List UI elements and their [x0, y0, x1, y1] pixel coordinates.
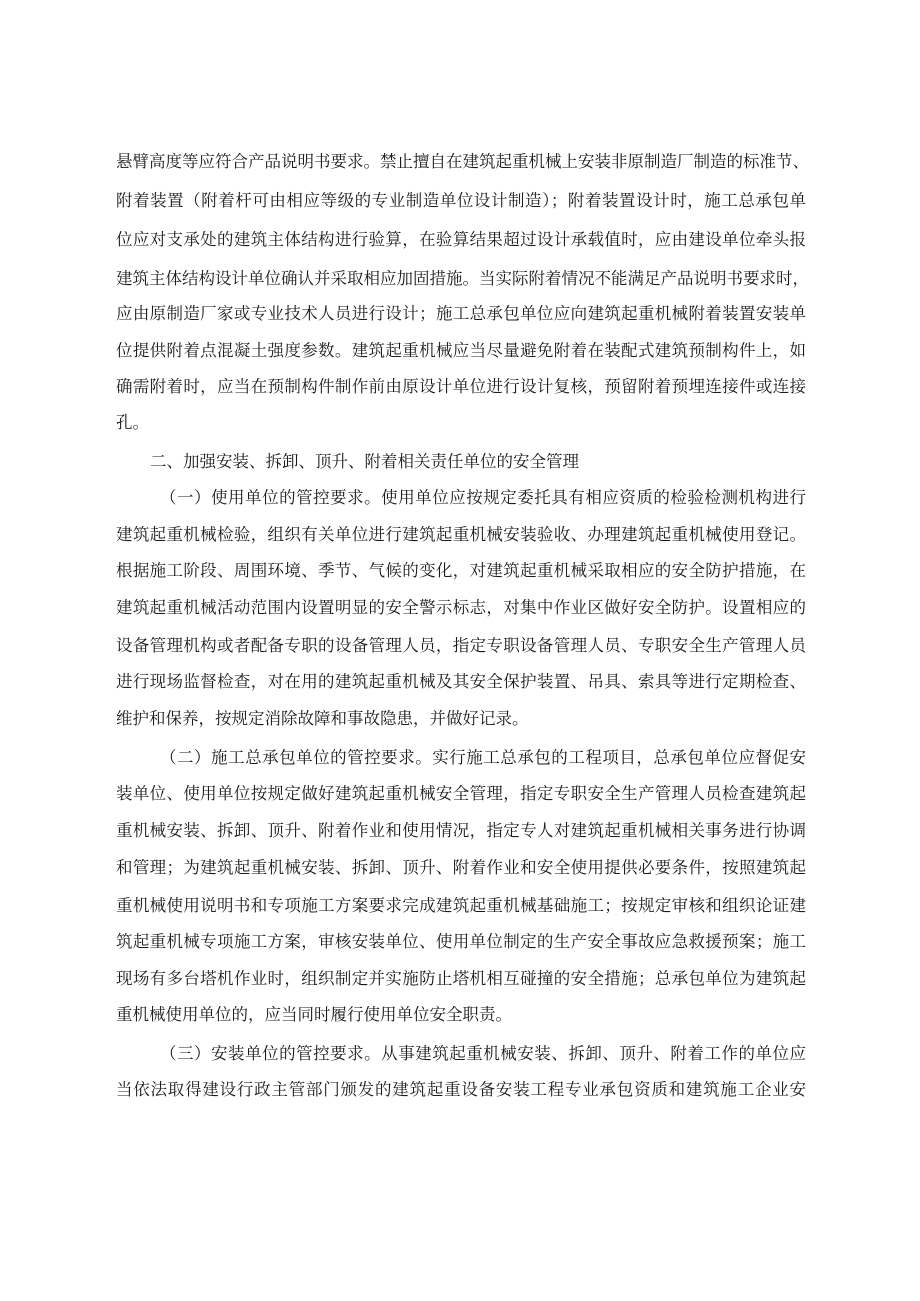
- paragraph-line: 悬臂高度等应符合产品说明书要求。禁止擅自在建筑起重机械上安装非原制造厂制造的标准节、: [116, 152, 809, 171]
- paragraph-line: 重机械安装、拆卸、顶升、附着作业和使用情况，指定专人对建筑起重机械相关事务进行协调: [116, 821, 806, 840]
- paragraph-line: 维护和保养，按规定消除故障和事故隐患，并做好记录。: [116, 709, 529, 728]
- paragraph-line: 当依法取得建设行政主管部门颁发的建筑起重设备安装工程专业承包资质和建筑施工企业安: [116, 1080, 806, 1099]
- paragraph-line: 建筑主体结构设计单位确认并采取相应加固措施。当实际附着情况不能满足产品说明书要求时，: [116, 269, 809, 288]
- paragraph-line: 设备管理机构或者配备专职的设备管理人员，指定专职设备管理人员、专职安全生产管理人员: [116, 636, 806, 655]
- paragraph-line: 位应对支承处的建筑主体结构进行验算，在验算结果超过设计承载值时，应由建设单位牵头报: [116, 230, 806, 249]
- paragraph-line: 和管理；为建筑起重机械安装、拆卸、顶升、附着作业和安全使用提供必要条件，按照建筑起: [116, 858, 806, 877]
- paragraph-line: 建筑起重机械检验，组织有关单位进行建筑起重机械安装验收、办理建筑起重机械使用登记。: [116, 525, 806, 544]
- paragraph-line: （二）施工总承包单位的管控要求。实行施工总承包的工程项目，总承包单位应督促安: [160, 748, 806, 767]
- paragraph-line: 重机械使用单位的，应当同时履行使用单位安全职责。: [116, 1005, 512, 1024]
- paragraph-line: 进行现场监督检查，对在用的建筑起重机械及其安全保护装置、吊具、索具等进行定期检查、: [116, 672, 806, 691]
- paragraph-line: 位提供附着点混凝土强度参数。建筑起重机械应当尽量避免附着在装配式建筑预制构件上，如: [116, 341, 806, 360]
- section-heading: 二、加强安装、拆卸、顶升、附着相关责任单位的安全管理: [150, 452, 579, 471]
- paragraph-line: 确需附着时，应当在预制构件制作前由原设计单位进行设计复核，预留附着预埋连接件或连接: [116, 377, 806, 396]
- paragraph-line: 附着装置（附着杆可由相应等级的专业制造单位设计制造）；附着装置设计时，施工总承包单: [116, 191, 806, 210]
- paragraph-line: 根据施工阶段、周围环境、季节、气候的变化，对建筑起重机械采取相应的安全防护措施，在: [116, 561, 806, 580]
- paragraph-line: （三）安装单位的管控要求。从事建筑起重机械安装、拆卸、顶升、附着工作的单位应: [160, 1044, 806, 1063]
- paragraph-line: （一）使用单位的管控要求。使用单位应按规定委托具有相应资质的检验检测机构进行: [160, 488, 806, 507]
- paragraph-line: 孔。: [116, 413, 149, 432]
- paragraph-line: 装单位、使用单位按规定做好建筑起重机械安全管理，指定专职安全生产管理人员检查建筑起: [116, 784, 806, 803]
- paragraph-line: 筑起重机械专项施工方案，审核安装单位、使用单位制定的生产安全事故应急救援预案；施工: [116, 932, 806, 951]
- paragraph-line: 现场有多台塔机作业时，组织制定并实施防止塔机相互碰撞的安全措施；总承包单位为建筑起: [116, 969, 806, 988]
- paragraph-line: 应由原制造厂家或专业技术人员进行设计；施工总承包单位应向建筑起重机械附着装置安装单: [116, 304, 806, 323]
- paragraph-line: 建筑起重机械活动范围内设置明显的安全警示标志，对集中作业区做好安全防护。设置相应的: [116, 598, 806, 617]
- paragraph-line: 重机械使用说明书和专项施工方案要求完成建筑起重机械基础施工；按规定审核和组织论证建: [116, 896, 806, 915]
